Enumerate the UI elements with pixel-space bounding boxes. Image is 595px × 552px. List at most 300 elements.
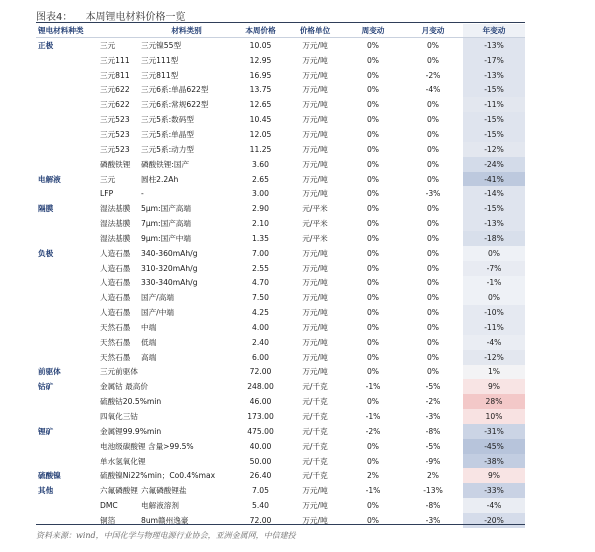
product-cell: 金属锂99.9%min: [100, 426, 162, 436]
month-change-cell: 2%: [426, 471, 440, 481]
week-change-cell: 0%: [366, 159, 380, 169]
spec-cell: 5μm:国产高端: [141, 204, 191, 214]
week-change-cell: 0%: [366, 70, 380, 80]
year-change-cell: 10%: [463, 409, 525, 424]
price-cell: 12.05: [249, 129, 272, 139]
spec-cell: 7μm:国产高端: [141, 219, 191, 229]
category-cell: [36, 216, 86, 231]
header-month-change: 月变动: [403, 24, 463, 38]
spec-cell: 中端: [141, 322, 157, 332]
product-cell: 六氟磷酸锂: [100, 486, 138, 496]
month-change-cell: 0%: [426, 115, 440, 125]
price-cell: 40.00: [249, 441, 272, 451]
unit-cell: 万元/吨: [302, 263, 328, 273]
week-change-cell: -1%: [365, 412, 381, 422]
month-change-cell: 0%: [426, 248, 440, 258]
product-cell: 三元523: [100, 144, 130, 154]
year-change-cell: 9%: [463, 379, 525, 394]
year-change-cell: -45%: [463, 439, 525, 454]
month-change-cell: -5%: [425, 441, 441, 451]
category-cell: [36, 157, 86, 172]
product-cell: 磷酸铁锂: [100, 159, 131, 169]
unit-cell: 万元/吨: [302, 100, 328, 110]
category-cell: 正极: [38, 40, 54, 50]
spec-cell: 三元镍55型: [141, 40, 182, 50]
month-change-cell: 0%: [426, 233, 440, 243]
table-row: [36, 379, 525, 394]
spec-cell: 三元5系:动力型: [141, 144, 194, 154]
table-row: [36, 483, 525, 498]
spec-cell: 三元6系:常规622型: [141, 100, 209, 110]
category-cell: [36, 290, 86, 305]
month-change-cell: -2%: [425, 70, 441, 80]
unit-cell: 万元/吨: [302, 278, 328, 288]
month-change-cell: 0%: [426, 367, 440, 377]
price-cell: 2.40: [252, 337, 269, 347]
year-change-cell: -1%: [463, 276, 525, 291]
week-change-cell: 0%: [366, 204, 380, 214]
price-cell: 10.45: [249, 115, 272, 125]
product-cell: DMC: [100, 501, 118, 511]
product-cell: 铜箔: [100, 515, 116, 525]
product-cell: LFP: [100, 189, 114, 199]
month-change-cell: 0%: [426, 322, 440, 332]
unit-cell: 元/平米: [302, 219, 328, 229]
year-change-cell: -12%: [463, 142, 525, 157]
table-row: [36, 513, 525, 528]
product-cell: 金属钴 最高价: [100, 382, 148, 392]
price-cell: 2.90: [252, 204, 269, 214]
spec-cell: 三元111型: [141, 55, 179, 65]
month-change-cell: 0%: [426, 219, 440, 229]
week-change-cell: 0%: [366, 40, 380, 50]
product-cell: 人造石墨: [100, 248, 131, 258]
spec-cell: 9μm:国产中端: [141, 233, 191, 243]
year-change-cell: -31%: [463, 424, 525, 439]
category-cell: 其他: [38, 486, 54, 496]
spec-cell: 三元5系:单晶型: [141, 129, 194, 139]
week-change-cell: 0%: [366, 501, 380, 511]
price-cell: 10.05: [249, 40, 272, 50]
price-cell: 4.70: [252, 278, 269, 288]
table-row: [36, 305, 525, 320]
year-change-cell: -11%: [463, 97, 525, 112]
product-cell: 四氧化三钴: [100, 412, 138, 422]
table-row: [36, 68, 525, 83]
unit-cell: 万元/吨: [302, 115, 328, 125]
month-change-cell: -3%: [425, 515, 441, 525]
category-cell: [36, 53, 86, 68]
category-cell: [36, 276, 86, 291]
year-change-cell: -14%: [463, 186, 525, 201]
year-change-cell: -12%: [463, 350, 525, 365]
table-row: [36, 83, 525, 98]
year-change-cell: -15%: [463, 201, 525, 216]
category-cell: [36, 186, 86, 201]
product-cell: 三元523: [100, 129, 130, 139]
header-week-change: 周变动: [343, 24, 403, 38]
unit-cell: 万元/吨: [302, 293, 328, 303]
month-change-cell: -2%: [425, 397, 441, 407]
product-cell: 三元523: [100, 115, 130, 125]
price-cell: 3.00: [252, 189, 269, 199]
table-row: [36, 350, 525, 365]
spec-cell: 磷酸铁锂:国产: [141, 159, 190, 169]
month-change-cell: 0%: [426, 174, 440, 184]
table-row: [36, 439, 525, 454]
unit-cell: 元/千克: [302, 456, 328, 466]
week-change-cell: -1%: [365, 486, 381, 496]
spec-cell: 国产/中端: [141, 308, 174, 318]
table-row: [36, 468, 525, 483]
category-cell: [36, 335, 86, 350]
product-cell: 人造石墨: [100, 293, 131, 303]
year-change-cell: -38%: [463, 454, 525, 469]
week-change-cell: 0%: [366, 55, 380, 65]
product-cell: 三元111: [100, 55, 130, 65]
table-row: [36, 112, 525, 127]
category-cell: [36, 454, 86, 469]
year-change-cell: -4%: [463, 498, 525, 513]
unit-cell: 元/平米: [302, 204, 328, 214]
week-change-cell: 0%: [366, 115, 380, 125]
unit-cell: 万元/吨: [302, 189, 328, 199]
week-change-cell: 0%: [366, 352, 380, 362]
category-cell: [36, 97, 86, 112]
unit-cell: 万元/吨: [302, 85, 328, 95]
week-change-cell: 0%: [366, 129, 380, 139]
year-change-cell: -15%: [463, 112, 525, 127]
table-row: [36, 127, 525, 142]
price-cell: 2.65: [252, 174, 269, 184]
month-change-cell: -3%: [425, 412, 441, 422]
category-cell: [36, 68, 86, 83]
month-change-cell: 0%: [426, 352, 440, 362]
year-change-cell: -15%: [463, 83, 525, 98]
price-cell: 248.00: [247, 382, 274, 392]
table-row: [36, 172, 525, 187]
price-cell: 11.25: [249, 144, 272, 154]
week-change-cell: 0%: [366, 233, 380, 243]
unit-cell: 万元/吨: [302, 129, 328, 139]
week-change-cell: 0%: [366, 219, 380, 229]
week-change-cell: 0%: [366, 293, 380, 303]
category-cell: [36, 498, 86, 513]
week-change-cell: 0%: [366, 189, 380, 199]
year-change-cell: 28%: [463, 394, 525, 409]
price-cell: 13.75: [249, 85, 272, 95]
price-cell: 173.00: [247, 412, 274, 422]
unit-cell: 万元/吨: [302, 55, 328, 65]
table-row: [36, 97, 525, 112]
month-change-cell: 0%: [426, 204, 440, 214]
price-cell: 12.65: [249, 100, 272, 110]
week-change-cell: 0%: [366, 441, 380, 451]
month-change-cell: -13%: [423, 486, 443, 496]
table-caption: [36, 8, 186, 23]
price-cell: 475.00: [247, 426, 274, 436]
table-row: [36, 290, 525, 305]
price-cell: 1.35: [252, 233, 269, 243]
table-row: [36, 335, 525, 350]
table-row: [36, 157, 525, 172]
unit-cell: 元/千克: [302, 412, 328, 422]
month-change-cell: 0%: [426, 55, 440, 65]
year-change-cell: -4%: [463, 335, 525, 350]
table-row: [36, 261, 525, 276]
table-row: [36, 142, 525, 157]
unit-cell: 元/千克: [302, 441, 328, 451]
top-rule: [36, 22, 525, 23]
table-row: [36, 498, 525, 513]
unit-cell: 万元/吨: [302, 322, 328, 332]
spec-cell: 电解液溶剂: [141, 501, 179, 511]
price-cell: 7.05: [252, 486, 269, 496]
week-change-cell: 0%: [366, 367, 380, 377]
spec-cell: 六氟磷酸锂盐: [141, 486, 187, 496]
spec-cell: -: [141, 189, 144, 199]
month-change-cell: 0%: [426, 308, 440, 318]
week-change-cell: 0%: [366, 144, 380, 154]
unit-cell: 万元/吨: [302, 159, 328, 169]
year-change-cell: 9%: [463, 468, 525, 483]
unit-cell: 元/千克: [302, 426, 328, 436]
week-change-cell: 0%: [366, 248, 380, 258]
header-row: [36, 24, 525, 38]
unit-cell: 万元/吨: [302, 352, 328, 362]
category-cell: [36, 112, 86, 127]
unit-cell: 元/千克: [302, 471, 328, 481]
year-change-cell: -10%: [463, 305, 525, 320]
header-year-change: 年变动: [463, 24, 525, 38]
year-change-cell: -7%: [463, 261, 525, 276]
week-change-cell: 0%: [366, 100, 380, 110]
product-cell: 天然石墨: [100, 352, 131, 362]
year-change-cell: 1%: [463, 365, 525, 380]
price-cell: 26.40: [249, 471, 272, 481]
category-cell: [36, 320, 86, 335]
price-cell: 12.95: [249, 55, 272, 65]
product-cell: 天然石墨: [100, 322, 131, 332]
product-cell: 三元622: [100, 85, 130, 95]
header-blank: [86, 24, 139, 38]
week-change-cell: 0%: [366, 397, 380, 407]
spec-cell: 330-340mAh/g: [141, 278, 198, 288]
year-change-cell: -13%: [463, 216, 525, 231]
spec-cell: 340-360mAh/g: [141, 248, 198, 258]
table-row: [36, 186, 525, 201]
month-change-cell: 0%: [426, 144, 440, 154]
header-material-type: 材料类别: [139, 24, 234, 38]
year-change-cell: -41%: [463, 172, 525, 187]
product-cell: 电池级碳酸锂 含量>99.5%: [100, 441, 194, 451]
table-row: [36, 409, 525, 424]
year-change-cell: -24%: [463, 157, 525, 172]
month-change-cell: 0%: [426, 293, 440, 303]
month-change-cell: 0%: [426, 159, 440, 169]
week-change-cell: 0%: [366, 322, 380, 332]
unit-cell: 元/千克: [302, 382, 328, 392]
unit-cell: 万元/吨: [302, 367, 328, 377]
product-cell: 人造石墨: [100, 308, 131, 318]
unit-cell: 万元/吨: [302, 308, 328, 318]
category-cell: [36, 142, 86, 157]
unit-cell: 万元/吨: [302, 248, 328, 258]
price-cell: 4.25: [252, 308, 269, 318]
unit-cell: 万元/吨: [302, 40, 328, 50]
header-unit: 价格单位: [287, 24, 343, 38]
category-cell: [36, 394, 86, 409]
product-cell: 湿法基膜: [100, 233, 131, 243]
product-cell: 单水氢氧化锂: [100, 456, 146, 466]
month-change-cell: -8%: [425, 501, 441, 511]
year-change-cell: 0%: [463, 246, 525, 261]
unit-cell: 万元/吨: [302, 144, 328, 154]
week-change-cell: 0%: [366, 515, 380, 525]
week-change-cell: -2%: [365, 426, 381, 436]
price-cell: 2.10: [252, 219, 269, 229]
category-cell: [36, 231, 86, 246]
product-cell: 三元622: [100, 100, 130, 110]
price-cell: 4.00: [252, 322, 269, 332]
week-change-cell: 0%: [366, 278, 380, 288]
price-cell: 50.00: [249, 456, 272, 466]
price-cell: 2.55: [252, 263, 269, 273]
week-change-cell: -1%: [365, 382, 381, 392]
price-cell: 72.00: [249, 515, 272, 525]
price-cell: 5.40: [252, 501, 269, 511]
month-change-cell: 0%: [426, 40, 440, 50]
caption-title: 本周锂电材料价格一览: [85, 12, 186, 23]
spec-cell: 三元5系:数码型: [141, 115, 194, 125]
week-change-cell: 0%: [366, 308, 380, 318]
table-row: [36, 53, 525, 68]
product-cell: 人造石墨: [100, 278, 131, 288]
table-row: [36, 365, 525, 380]
unit-cell: 万元/吨: [302, 486, 328, 496]
month-change-cell: -3%: [425, 189, 441, 199]
table-row: [36, 201, 525, 216]
category-cell: [36, 261, 86, 276]
year-change-cell: -11%: [463, 320, 525, 335]
unit-cell: 万元/吨: [302, 337, 328, 347]
unit-cell: 元/千克: [302, 397, 328, 407]
category-cell: [36, 513, 86, 528]
year-change-cell: 0%: [463, 290, 525, 305]
year-change-cell: -33%: [463, 483, 525, 498]
month-change-cell: -8%: [425, 426, 441, 436]
spec-cell: 圆柱2.2Ah: [141, 174, 179, 184]
table-row: [36, 38, 525, 53]
category-cell: 钴矿: [38, 382, 54, 392]
product-cell: 三元: [100, 40, 116, 50]
spec-cell: 低端: [141, 337, 157, 347]
category-cell: [36, 350, 86, 365]
product-cell: 硫酸镍Ni22%min；Co0.4%max: [100, 471, 216, 481]
category-cell: 锂矿: [38, 426, 54, 436]
price-cell: 6.00: [252, 352, 269, 362]
year-change-cell: -13%: [463, 38, 525, 53]
table-body: [36, 38, 525, 528]
unit-cell: 万元/吨: [302, 515, 328, 525]
week-change-cell: 0%: [366, 263, 380, 273]
source-note: 资料来源：wind，中国化学与物理电源行业协会，亚洲金属网，中信建投: [36, 531, 296, 540]
table-row: [36, 276, 525, 291]
table-row: [36, 454, 525, 469]
month-change-cell: 0%: [426, 263, 440, 273]
category-cell: 隔膜: [38, 204, 54, 214]
month-change-cell: 0%: [426, 337, 440, 347]
month-change-cell: 0%: [426, 129, 440, 139]
category-cell: [36, 439, 86, 454]
category-cell: [36, 409, 86, 424]
price-cell: 7.50: [252, 293, 269, 303]
table-row: [36, 424, 525, 439]
spec-cell: 国产/高端: [141, 293, 174, 303]
bottom-rule: [36, 524, 525, 525]
category-cell: 电解液: [38, 174, 61, 184]
price-cell: 3.60: [252, 159, 269, 169]
month-change-cell: 0%: [426, 278, 440, 288]
table-row: [36, 394, 525, 409]
category-cell: [36, 83, 86, 98]
price-cell: 7.00: [252, 248, 269, 258]
year-change-cell: -13%: [463, 68, 525, 83]
spec-cell: 三元6系:单晶622型: [141, 85, 209, 95]
price-cell: 16.95: [249, 70, 272, 80]
table-row: [36, 216, 525, 231]
price-cell: 46.00: [249, 397, 272, 407]
week-change-cell: 0%: [366, 174, 380, 184]
product-cell: 人造石墨: [100, 263, 131, 273]
header-price: 本周价格: [234, 24, 287, 38]
month-change-cell: -4%: [425, 85, 441, 95]
year-change-cell: -20%: [463, 513, 525, 528]
table-row: [36, 231, 525, 246]
spec-cell: 310-320mAh/g: [141, 263, 198, 273]
unit-cell: 万元/吨: [302, 174, 328, 184]
price-table: [36, 24, 525, 528]
week-change-cell: 0%: [366, 456, 380, 466]
table-row: [36, 246, 525, 261]
month-change-cell: -5%: [425, 382, 441, 392]
unit-cell: 万元/吨: [302, 501, 328, 511]
spec-cell: 三元811型: [141, 70, 179, 80]
year-change-cell: -18%: [463, 231, 525, 246]
header-category: 锂电材料种类: [36, 24, 86, 38]
product-cell: 湿法基膜: [100, 204, 131, 214]
category-cell: 负极: [38, 248, 54, 258]
product-cell: 三元: [100, 174, 116, 184]
product-cell: 三元前驱体: [100, 367, 138, 377]
unit-cell: 元/平米: [302, 233, 328, 243]
caption-label: 图表4：: [36, 12, 73, 23]
month-change-cell: -9%: [425, 456, 441, 466]
week-change-cell: 2%: [366, 471, 380, 481]
month-change-cell: 0%: [426, 100, 440, 110]
category-cell: [36, 305, 86, 320]
category-cell: [36, 127, 86, 142]
category-cell: 前驱体: [38, 367, 61, 377]
spec-cell: 高端: [141, 352, 157, 362]
table-row: [36, 320, 525, 335]
category-cell: 硫酸镍: [38, 471, 61, 481]
price-cell: 72.00: [249, 367, 272, 377]
year-change-cell: -17%: [463, 53, 525, 68]
spec-cell: 8um赣州逸豪: [141, 515, 189, 525]
week-change-cell: 0%: [366, 85, 380, 95]
product-cell: 天然石墨: [100, 337, 131, 347]
